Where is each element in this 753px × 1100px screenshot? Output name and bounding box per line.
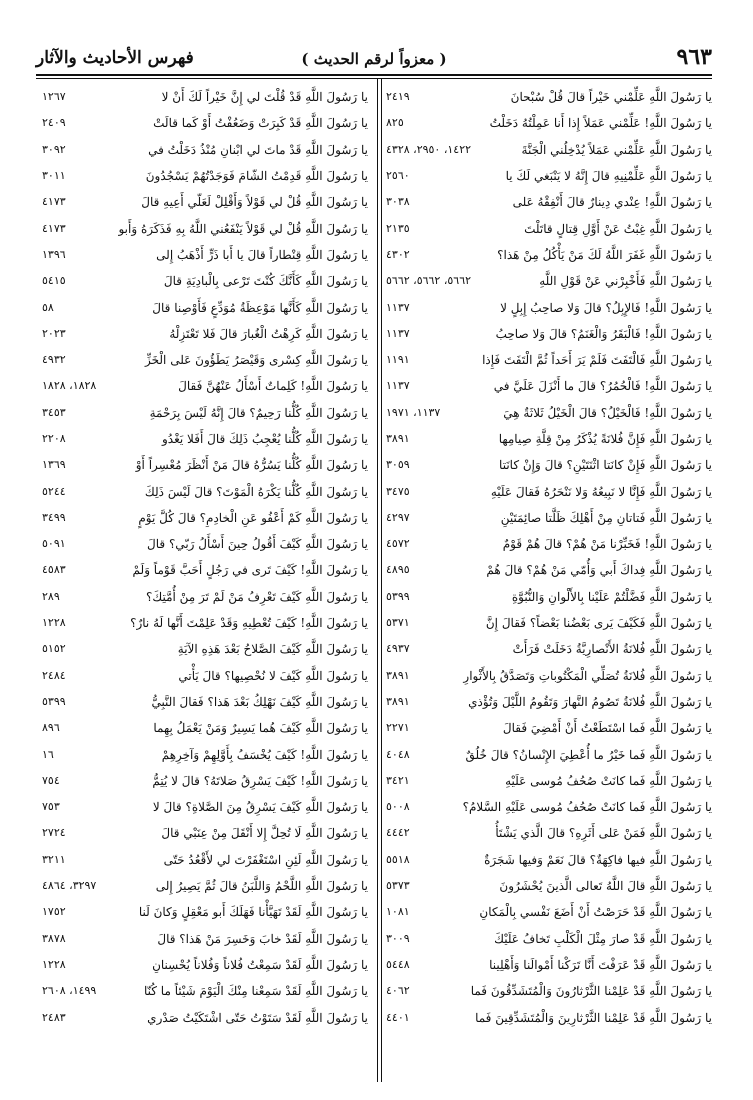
index-entry xyxy=(386,215,712,241)
hadith-incipit: يا رَسُولَ اللَّهِ فَتاتانِ مِنْ أَهْلِكَ ظَلَّتا صائِمَتَيْنِ xyxy=(500,510,712,525)
index-entry xyxy=(42,610,368,636)
hadith-incipit: يا رَسُولَ اللَّهِ قَدْ ماتَ لي ابْنانِ مُنْذُ دَخَلْتُ في xyxy=(148,142,368,157)
page-number: ٩٦٣ xyxy=(676,44,712,70)
index-entry xyxy=(386,505,712,531)
index-entry xyxy=(42,110,368,136)
index-entry xyxy=(386,794,712,820)
hadith-reference-numbers: ٣٠٥٩ xyxy=(386,458,410,472)
index-entry xyxy=(42,557,368,583)
hadith-incipit: يا رَسُولَ اللَّهِ لَقَدْ سَمِعْتُ فُلاناً وَفُلاناً يُحْسِنانِ xyxy=(152,957,368,972)
index-entry xyxy=(42,978,368,1004)
index-entry xyxy=(42,84,368,110)
index-entry xyxy=(42,636,368,662)
hadith-incipit: يا رَسُولَ اللَّهِ كَرِهْتُ الْغُبارَ قالَ فَلا تَعْتَزِلْهُ xyxy=(169,326,368,341)
hadith-reference-numbers: ٨٢٥ xyxy=(386,116,404,130)
hadith-reference-numbers: ٣٠٠٩ xyxy=(386,931,410,945)
index-entry xyxy=(386,715,712,741)
index-entry xyxy=(42,663,368,689)
hadith-incipit: يا رَسُولَ اللَّهِ فَالْتَفَتَ فَلَمْ يَرَ أَحَداً ثُمَّ الْتَفَتَ فَإِذا xyxy=(482,353,712,368)
hadith-reference-numbers: ٥٣٧٣ xyxy=(386,879,410,893)
hadith-incipit: يا رَسُولَ اللَّهِ فَمَنْ عَلى أَثَرِهِ؟ قالَ الَّذي يَشْتَأُ xyxy=(495,826,712,841)
hadith-reference-numbers: ٣٤٢١ xyxy=(386,773,410,787)
hadith-incipit: يا رَسُولَ اللَّهِ! كَيْفَ تُعْطِيهِ وَقَدْ عَلِمْتَ أَنَّها لَهُ نارٌ؟ xyxy=(130,616,368,631)
index-entry xyxy=(386,978,712,1004)
hadith-incipit: يا رَسُولَ اللَّهِ كَأَنَّها مَوْعِظَةُ مُوَدِّعٍ فَأَوْصِنا قالَ xyxy=(152,300,368,315)
index-entry xyxy=(386,663,712,689)
index-entry xyxy=(42,952,368,978)
hadith-incipit: يا رَسُولَ اللَّهِ فَما اسْتَطَعْتُ أَنْ أَمْضِيَ فَقالَ xyxy=(502,721,712,736)
hadith-incipit: يا رَسُولَ اللَّهِ قالَ اللَّهُ تَعالى الَّذينَ يُحْشَرُونَ xyxy=(499,879,712,894)
hadith-incipit: يا رَسُولَ اللَّهِ لَقَدْ سَمِعْنا مِنْكَ الْيَوْمَ شَيْئاً ما كُنّا xyxy=(143,984,368,999)
hadith-reference-numbers: ٣٨٩١ xyxy=(386,432,410,445)
hadith-reference-numbers: ٥٥١٨ xyxy=(386,852,410,866)
index-entry xyxy=(42,873,368,899)
hadith-reference-numbers: ٤٩٣٧ xyxy=(386,642,410,656)
index-entry xyxy=(386,873,712,899)
index-entry xyxy=(42,426,368,452)
index-entry xyxy=(42,847,368,873)
hadith-reference-numbers: ١١٣٧ xyxy=(386,326,410,340)
hadith-incipit: يا رَسُولَ اللَّهِ فَكَيْفَ يَرى بَعْضُنا بَعْضاً؟ فَقالَ إِنَّ xyxy=(485,616,712,631)
index-entry xyxy=(42,294,368,320)
index-entry xyxy=(386,1004,712,1030)
hadith-incipit: يا رَسُولَ اللَّهِ فَإِنْ كانَتا اثْنَتَيْنِ؟ قالَ وَإِنْ كانَتا xyxy=(499,458,712,473)
hadith-reference-numbers: ٤٤٠١ xyxy=(386,1010,410,1024)
hadith-incipit: يا رَسُولَ اللَّهِ كُلُّنا يَكْرَهُ الْمَوْتَ؟ قالَ لَيْسَ ذَلِكَ xyxy=(144,484,368,499)
hadith-incipit: يا رَسُولَ اللَّهِ فَإِنَّا لا نَبِيعُهُ وَلا نَنْحَرُهُ فَقالَ عَلَيْهِ xyxy=(490,484,712,499)
hadith-incipit: يا رَسُولَ اللَّهِ فَإِنَّ فُلانَةً يُذْكَرُ مِنْ قِلَّةِ صِيامِها xyxy=(498,432,712,446)
index-column-right xyxy=(386,84,712,1031)
hadith-reference-numbers: ٢٢٠٨ xyxy=(42,432,66,445)
hadith-reference-numbers: ٤٠٦٢ xyxy=(386,984,410,998)
index-entry xyxy=(42,215,368,241)
index-entry xyxy=(386,294,712,320)
hadith-incipit: يا رَسُولَ اللَّهِ قُلْ لي قَوْلاً يَنْفَعُني اللَّهُ بِهِ فَذَكَرَهُ وَأَبو xyxy=(118,221,368,236)
hadith-incipit: يا رَسُولَ اللَّهِ فُلانَةُ تَصُومُ النَّهارَ وَتَقُومُ اللَّيْلَ وَتُؤْذي xyxy=(468,694,712,709)
index-entry xyxy=(386,847,712,873)
hadith-incipit: يا رَسُولَ اللَّهِ قَدْ عَلِمْنا الثَّرْثارِينَ وَالْمُتَشَدِّقِينَ فَما xyxy=(475,1010,712,1025)
hadith-incipit: يا رَسُولَ اللَّهِ! كَيْفَ يَسْرِقُ صَلاتَهُ؟ قالَ لا يُتِمُّ xyxy=(152,773,368,788)
index-entry xyxy=(42,347,368,373)
hadith-reference-numbers: ٥٣٧١ xyxy=(386,616,410,630)
index-entry xyxy=(42,715,368,741)
index-entry xyxy=(42,820,368,846)
page-header xyxy=(36,44,712,74)
index-entry xyxy=(42,400,368,426)
hadith-reference-numbers: ٤٢٩٧ xyxy=(386,510,410,524)
hadith-reference-numbers: ١٢٢٨ xyxy=(42,957,66,971)
hadith-reference-numbers: ٥٦٦٢، ٥٦٦٢، ٥٦٦٢ xyxy=(386,274,472,288)
hadith-reference-numbers: ١٤٢٢، ٢٩٥٠، ٤٣٢٨ xyxy=(386,142,472,156)
hadith-incipit: يا رَسُولَ اللَّهِ! كَلِماتٌ أَسْأَلُ عَنْهُنَّ فَقالَ xyxy=(178,379,368,394)
hadith-incipit: يا رَسُولَ اللَّهِ! فَالإِبِلُ؟ قالَ وَلا صاحِبُ إِبِلٍ لا xyxy=(500,300,712,315)
hadith-incipit: يا رَسُولَ اللَّهِ كَيْفَ لا نُحْصِيها؟ قالَ يَأْتي xyxy=(178,668,368,683)
hadith-incipit: يا رَسُولَ اللَّهِ فَأَخْبِرْني عَنْ قَوْلِ اللَّهِ xyxy=(539,274,712,289)
index-entry xyxy=(386,820,712,846)
hadith-reference-numbers: ٢٤١٩ xyxy=(386,90,410,104)
hadith-reference-numbers: ٢٥٦٠ xyxy=(386,169,410,183)
hadith-reference-numbers: ١١٣٧، ١٩٧١ xyxy=(386,405,441,419)
index-entry xyxy=(386,137,712,163)
hadith-incipit: يا رَسُولَ اللَّهِ لَقَدْ سَتَوْتُ حَتّى اشْتَكَيْتُ صَدْري xyxy=(147,1010,368,1025)
index-entry xyxy=(386,426,712,452)
hadith-reference-numbers: ٤٤٤٢ xyxy=(386,826,410,840)
hadith-reference-numbers: ٧٥٤ xyxy=(42,773,60,787)
running-title: فهرس الأحاديث والآثار xyxy=(36,48,194,68)
hadith-incipit: يا رَسُولَ اللَّهِ عَلِّمْني خَيْراً قالَ قُلْ سُبْحانَ xyxy=(510,90,712,105)
index-entry xyxy=(42,137,368,163)
index-entry xyxy=(386,373,712,399)
index-entry xyxy=(42,163,368,189)
hadith-reference-numbers: ١٢٦٧ xyxy=(42,90,66,104)
hadith-incipit: يا رَسُولَ اللَّهِ كُلُّنا يُعْجِبُ ذَلِكَ قالَ أَفَلا يَغْدُو xyxy=(162,432,368,446)
hadith-incipit: يا رَسُولَ اللَّهِ لَقَدْ تَهَيَّأْنا فَهَلَكَ أَبو مَعْقِلٍ وَكانَ لَنا xyxy=(138,905,368,920)
hadith-incipit: يا رَسُولَ اللَّهِ فَضَّلْتُمْ عَلَيْنا بِالأَلْوانِ وَالنُّبُوَّةِ xyxy=(511,589,712,604)
hadith-incipit: يا رَسُولَ اللَّهِ اللَّحْمُ وَاللَّبَنُ قالَ ثُمَّ يَصِيرُ إِلى xyxy=(155,879,368,894)
column-divider xyxy=(377,78,378,1082)
index-entry xyxy=(42,531,368,557)
hadith-incipit: يا رَسُولَ اللَّهِ كَيْفَ يَسْرِقُ مِنَ الصَّلاةِ؟ قالَ لا xyxy=(152,800,368,815)
index-entry xyxy=(42,189,368,215)
hadith-reference-numbers: ٤٠٤٨ xyxy=(386,747,410,761)
index-entry xyxy=(386,347,712,373)
index-entry xyxy=(386,926,712,952)
hadith-incipit: يا رَسُولَ اللَّهِ فُلانَةُ الأَنْصارِيَّةُ دَخَلَتْ فَرَأَتْ xyxy=(512,642,712,657)
hadith-reference-numbers: ٥٣٩٩ xyxy=(386,589,410,603)
index-entry xyxy=(42,1004,368,1030)
index-entry xyxy=(386,268,712,294)
index-entry xyxy=(386,557,712,583)
hadith-incipit: يا رَسُولَ اللَّهِ عَلِّمْني عَمَلاً يُدْخِلُني الْجَنَّةَ xyxy=(521,142,712,157)
hadith-incipit: يا رَسُولَ اللَّهِ عَلِّمْنِيهِ قالَ إِنَّهُ لا يَنْبَغي لَكَ يا xyxy=(505,169,712,184)
hadith-incipit: يا رَسُولَ اللَّهِ قِنْطاراً قالَ يا أَبا ذَرٍّ أَذْهَبُ إِلى xyxy=(156,247,368,262)
hadith-reference-numbers: ٣٢١١ xyxy=(42,852,66,866)
index-entry xyxy=(42,689,368,715)
hadith-reference-numbers: ١٤٩٩، ٢٦٠٨ xyxy=(42,984,97,998)
hadith-incipit: يا رَسُولَ اللَّهِ! فَالْحُمُرُ؟ قالَ ما أَنْزَلَ عَلَيَّ في xyxy=(493,379,712,394)
hadith-incipit: يا رَسُولَ اللَّهِ! كَيْفَ تَرى في رَجُلٍ أَحَبَّ قَوْماً وَلَمْ xyxy=(132,563,368,578)
hadith-incipit: يا رَسُولَ اللَّهِ كُلُّنا يَسُرُّهُ قالَ مَنْ أَنْظَرَ مُعْسِراً أَوْ xyxy=(135,458,368,473)
hadith-reference-numbers: ٥٠٩١ xyxy=(42,537,66,551)
index-entry xyxy=(386,242,712,268)
index-entry xyxy=(42,584,368,610)
index-entry xyxy=(386,636,712,662)
hadith-incipit: يا رَسُولَ اللَّهِ كَيْفَ الصَّلاحُ بَعْدَ هَذِهِ الآيَةِ xyxy=(177,642,368,657)
hadith-reference-numbers: ٥٠٠٨ xyxy=(386,800,410,814)
hadith-incipit: يا رَسُولَ اللَّهِ لَئِنِ اسْتَغْفَرْتَ لي لأَقْعُدُ حَتّى xyxy=(163,852,368,867)
hadith-incipit: يا رَسُولَ اللَّهِ فَما كانَتْ صُحُفُ مُوسى عَلَيْهِ السَّلامُ؟ xyxy=(462,800,712,815)
hadith-reference-numbers: ١٢٢٨ xyxy=(42,616,66,630)
index-entry xyxy=(42,741,368,767)
hadith-incipit: يا رَسُولَ اللَّهِ قَدْ كَبِرَتْ وَضَعُفْتُ أَوْ كَما قالَتْ xyxy=(153,116,368,131)
index-entry xyxy=(386,768,712,794)
hadith-reference-numbers: ٤١٧٣ xyxy=(42,221,66,235)
index-entry xyxy=(42,505,368,531)
hadith-incipit: يا رَسُولَ اللَّهِ قَدْ عَلِمْنا الثَّرْثارُونَ وَالْمُتَشَدِّقُونَ فَما xyxy=(470,984,712,999)
hadith-reference-numbers: ١٣٦٩ xyxy=(42,458,66,472)
hadith-reference-numbers: ٣٨٩١ xyxy=(386,694,410,708)
hadith-incipit: يا رَسُولَ اللَّهِ كَيْفَ هُما يَسِيرٌ وَمَنْ يَعْمَلُ بِهِما xyxy=(153,721,368,736)
hadith-incipit: يا رَسُولَ اللَّهِ كَيْفَ أَقُولُ حِينَ أَسْأَلُ رَبّي؟ قالَ xyxy=(147,537,368,552)
hadith-incipit: يا رَسُولَ اللَّهِ كُلُّنا رَحِيمٌ؟ قالَ إِنَّهُ لَيْسَ بِرَحْمَةِ xyxy=(149,405,368,420)
index-entry xyxy=(42,926,368,952)
index-entry xyxy=(42,768,368,794)
hadith-incipit: يا رَسُولَ اللَّهِ قُلْ لي قَوْلاً وَأَقْلِلْ لَعَلّي أَعِيهِ قالَ xyxy=(141,195,368,210)
hadith-incipit: يا رَسُولَ اللَّهِ قَدْ حَرَصْتُ أَنْ أَضَعَ نَفْسي بِالْمَكانِ xyxy=(479,905,712,920)
index-entry xyxy=(386,110,712,136)
hadith-incipit: يا رَسُولَ اللَّهِ غِبْتُ عَنْ أَوَّلِ قِتالٍ قاتَلْتَ xyxy=(524,221,712,236)
index-entry xyxy=(386,321,712,347)
index-entry xyxy=(386,531,712,557)
hadith-incipit: يا رَسُولَ اللَّهِ كَيْفَ تَعْرِفُ مَنْ لَمْ تَرَ مِنْ أُمَّتِكَ؟ xyxy=(145,589,368,604)
column-divider-double xyxy=(381,78,382,1082)
index-entry xyxy=(386,610,712,636)
hadith-reference-numbers: ٤٨٩٥ xyxy=(386,563,410,577)
hadith-reference-numbers: ١٧٥٢ xyxy=(42,905,66,919)
hadith-reference-numbers: ٥٢٤٤ xyxy=(42,484,66,498)
hadith-reference-numbers: ٢٤٠٩ xyxy=(42,116,66,130)
hadith-reference-numbers: ٤١٧٣ xyxy=(42,195,66,209)
index-entry xyxy=(386,400,712,426)
header-rule-thin xyxy=(36,78,712,79)
hadith-incipit: يا رَسُولَ اللَّهِ! عِنْدي دِينارٌ قالَ أَنْفِقْهُ عَلى xyxy=(512,195,712,210)
hadith-reference-numbers: ٤٣٠٢ xyxy=(386,247,410,261)
index-entry xyxy=(386,189,712,215)
index-entry xyxy=(42,321,368,347)
hadith-reference-numbers: ٥٣٩٩ xyxy=(42,694,66,708)
hadith-reference-numbers: ١٨٢٨، ١٨٢٨ xyxy=(42,379,97,393)
hadith-incipit: يا رَسُولَ اللَّهِ! كَيْفَ يُخْسَفُ بِأَوَّلِهِمْ وَآخِرِهِمْ xyxy=(161,747,368,762)
hadith-reference-numbers: ١٣٩٦ xyxy=(42,247,66,261)
hadith-reference-numbers: ٢٨٩ xyxy=(42,589,60,603)
index-entry xyxy=(386,689,712,715)
index-entry xyxy=(386,584,712,610)
hadith-incipit: يا رَسُولَ اللَّهِ كَأَنَّكَ كُنْتَ تَرْعى بِالْبادِيَةِ قالَ xyxy=(163,274,368,289)
index-entry xyxy=(42,452,368,478)
index-entry xyxy=(42,373,368,399)
hadith-reference-numbers: ٢٧٢٤ xyxy=(42,826,66,840)
hadith-incipit: يا رَسُولَ اللَّهِ فيها فاكِهَةٌ؟ قالَ نَعَمْ وَفيها شَجَرَةٌ xyxy=(484,852,712,867)
hadith-incipit: يا رَسُولَ اللَّهِ كَيْفَ نَهْلِكُ بَعْدَ هَذا؟ فَقالَ النَّبِيُّ xyxy=(151,694,368,709)
hadith-reference-numbers: ٥٤٤٨ xyxy=(386,957,410,971)
hadith-reference-numbers: ٣٤٧٥ xyxy=(386,484,410,498)
index-entry xyxy=(42,242,368,268)
hadith-incipit: يا رَسُولَ اللَّهِ! فَالْخَيْلُ؟ قالَ الْخَيْلُ ثَلاثَةٌ هِيَ xyxy=(503,405,712,420)
hadith-incipit: يا رَسُولَ اللَّهِ كِسْرى وَقَيْصَرُ يَطَؤُونَ عَلى الْخَزِّ xyxy=(145,353,368,368)
index-entry xyxy=(386,452,712,478)
hadith-reference-numbers: ١٠٨١ xyxy=(386,905,410,919)
hadith-incipit: يا رَسُولَ اللَّهِ لَقَدْ خابَ وَخَسِرَ مَنْ هَذا؟ قالَ xyxy=(157,931,368,946)
hadith-reference-numbers: ١١٣٧ xyxy=(386,379,410,393)
index-entry xyxy=(42,478,368,504)
hadith-reference-numbers: ٢١٣٥ xyxy=(386,221,410,235)
hadith-incipit: يا رَسُولَ اللَّهِ فَما كانَتْ صُحُفُ مُوسى عَلَيْهِ xyxy=(505,773,712,788)
index-entry xyxy=(386,84,712,110)
index-entry xyxy=(386,741,712,767)
index-entry xyxy=(386,478,712,504)
hadith-reference-numbers: ٣٤٩٩ xyxy=(42,510,66,524)
hadith-reference-numbers: ٤٩٣٢ xyxy=(42,353,66,367)
hadith-incipit: يا رَسُولَ اللَّهِ! فَالْبَقَرُ وَالْغَنَمُ؟ قالَ وَلا صاحِبُ xyxy=(495,326,712,341)
hadith-reference-numbers: ٢٠٢٣ xyxy=(42,326,66,340)
hadith-reference-numbers: ٧٥٣ xyxy=(42,800,60,814)
hadith-reference-numbers: ٣٠٩٢ xyxy=(42,142,66,156)
header-rule xyxy=(36,74,712,76)
hadith-incipit: يا رَسُولَ اللَّهِ فَما خَيْرُ ما أُعْطِيَ الإِنْسانُ؟ قالَ خُلُقٌ xyxy=(465,747,712,762)
hadith-incipit: يا رَسُولَ اللَّهِ! فَخَبِّرْنا مَنْ هُمْ؟ قالَ هُمْ قَوْمٌ xyxy=(502,537,712,552)
index-entry xyxy=(42,899,368,925)
hadith-reference-numbers: ١١٣٧ xyxy=(386,300,410,314)
hadith-reference-numbers: ٢٢٧١ xyxy=(386,721,410,735)
index-entry xyxy=(42,794,368,820)
index-entry xyxy=(386,163,712,189)
index-entry xyxy=(42,268,368,294)
hadith-incipit: يا رَسُولَ اللَّهِ غَفَرَ اللَّهُ لَكَ مَنْ يَأْكُلُ مِنْ هَذا؟ xyxy=(497,247,712,262)
index-column-left xyxy=(42,84,368,1031)
hadith-incipit: يا رَسُولَ اللَّهِ قَدِمْتُ الشّامَ فَوَجَدْتُهُمْ يَسْجُدُونَ xyxy=(145,169,368,184)
hadith-reference-numbers: ٤٥٨٣ xyxy=(42,563,66,577)
hadith-reference-numbers: ١١٩١ xyxy=(386,353,410,367)
index-entry xyxy=(386,952,712,978)
hadith-reference-numbers: ٢٤٨٣ xyxy=(42,1010,66,1024)
hadith-reference-numbers: ٣٤٥٣ xyxy=(42,405,66,419)
hadith-reference-numbers: ٨٩٦ xyxy=(42,721,60,735)
hadith-reference-numbers: ٥١٥٢ xyxy=(42,642,66,656)
hadith-incipit: يا رَسُولَ اللَّهِ! عَلِّمْني عَمَلاً إِذا أَنا عَمِلْتُهُ دَخَلْتُ xyxy=(489,116,712,131)
hadith-reference-numbers: ٣٠١١ xyxy=(42,169,66,183)
hadith-reference-numbers: ٣٨٧٨ xyxy=(42,931,66,945)
hadith-reference-numbers: ٥٨ xyxy=(42,300,54,314)
hadith-incipit: يا رَسُولَ اللَّهِ فُلانَةُ تُصَلِّي الْمَكْتُوباتِ وَتَصَدَّقُ بِالأَثْوارِ xyxy=(463,668,712,683)
hadith-reference-numbers: ٣٠٣٨ xyxy=(386,195,410,209)
hadith-incipit: يا رَسُولَ اللَّهِ قَدْ صارَ مِثْلَ الْكَلْبِ تَخافُ عَلَيْكَ xyxy=(494,931,712,946)
hadith-reference-numbers: ٤٥٧٢ xyxy=(386,537,410,551)
hadith-incipit: يا رَسُولَ اللَّهِ فِداكَ أَبي وَأُمّي مَنْ هُمْ؟ قالَ هُمْ xyxy=(486,563,712,578)
hadith-reference-numbers: ١٦ xyxy=(42,747,54,761)
hadith-incipit: يا رَسُولَ اللَّهِ قَدْ قُلْتَ لي إِنَّ خَيْراً لَكَ أَنْ لا xyxy=(161,90,368,105)
hadith-incipit: يا رَسُولَ اللَّهِ قَدْ عَرَفْتَ أَنَّا تَرَكْنا أَمْوالَنا وَأَهْلِينا xyxy=(489,957,712,972)
hadith-reference-numbers: ٢٤٨٤ xyxy=(42,668,66,682)
hadith-incipit: يا رَسُولَ اللَّهِ لَا تُحِلَّ إِلا أَنْقَلَ مِنْ عِنَبْي قالَ xyxy=(161,826,368,841)
hadith-reference-numbers: ٣٨٩١ xyxy=(386,668,410,682)
section-subtitle: ( معزواً لرقم الحديث ) xyxy=(301,50,447,68)
hadith-reference-numbers: ٥٤١٥ xyxy=(42,274,66,288)
hadith-reference-numbers: ٣٢٩٧، ٤٨٦٤ xyxy=(42,879,97,893)
index-entry xyxy=(386,899,712,925)
hadith-incipit: يا رَسُولَ اللَّهِ كَمْ أَعْفُو عَنِ الْخادِمِ؟ قالَ كُلَّ يَوْمٍ xyxy=(138,510,368,525)
